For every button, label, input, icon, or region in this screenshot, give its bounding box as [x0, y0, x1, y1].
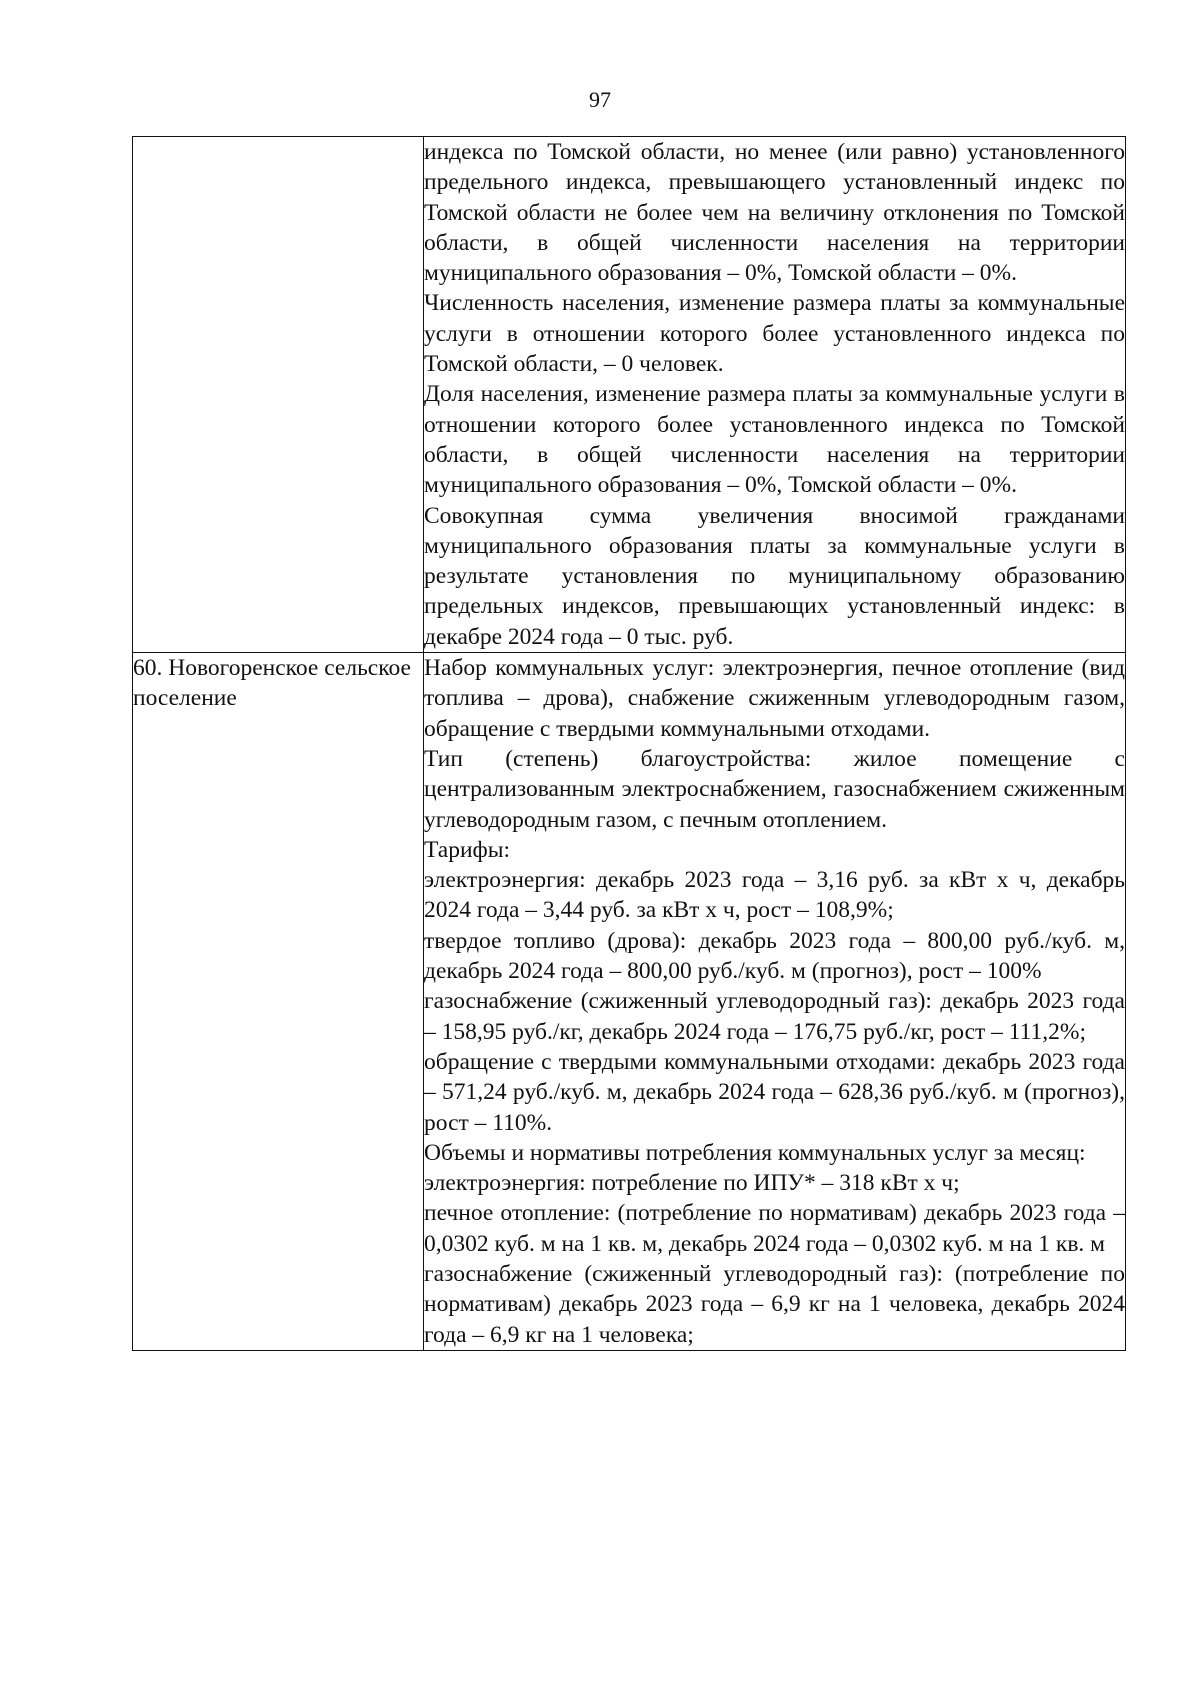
paragraph: Доля населения, изменение размера платы за коммунальные услуги в отношении которого более установленного индекса по Томской области, в общей численности населения на территории муниципального образования – 0%, Томской области – 0%. — [424, 381, 1125, 499]
paragraph: обращение с твердыми коммунальными отходами: декабрь 2023 года – 571,24 руб./куб. м, декабрь 2024 года – 628,36 руб./куб. м (прогноз), рост – 110%. — [424, 1048, 1125, 1136]
table-cell-description — [424, 653, 1126, 1351]
paragraph: индекса по Томской области, но менее (или равно) установленного предельного индекса, превышающего установленный индекс по Томской области не более чем на величину отклонения по Томской области, в общей численности населения на территории муниципального образования – 0%, Томской области – 0%. — [424, 139, 1125, 287]
document-table — [132, 136, 1126, 1351]
paragraph: газоснабжение (сжиженный углеводородный газ): (потребление по нормативам) декабрь 2023 года – 6,9 кг на 1 человека, декабрь 2024 года – 6,9 кг на 1 человека; — [424, 1260, 1125, 1348]
table-cell-municipality — [133, 137, 424, 653]
table-row — [133, 137, 1126, 653]
paragraph: газоснабжение (сжиженный углеводородный газ): декабрь 2023 года – 158,95 руб./кг, декабрь 2024 года – 176,75 руб./кг, рост – 111,2%; — [424, 988, 1125, 1045]
paragraph: твердое топливо (дрова): декабрь 2023 года – 800,00 руб./куб. м, декабрь 2024 года – 800,00 руб./куб. м (прогноз), рост – 100% — [424, 927, 1125, 985]
paragraph: Тарифы: — [424, 836, 511, 863]
table-cell-municipality — [133, 653, 424, 1351]
paragraph: Объемы и нормативы потребления коммунальных услуг за месяц: — [424, 1139, 1086, 1166]
paragraph: Совокупная сумма увеличения вносимой гражданами муниципального образования платы за коммунальные услуги в результате установления по муниципальному образованию предельных индексов, превышающих установленный индекс: в декабре 2024 года – 0 тыс. руб. — [424, 502, 1125, 650]
paragraph: Тип (степень) благоустройства: жилое помещение с централизованным электроснабжением, газоснабжением сжиженным углеводородным газом, с печным отоплением. — [424, 745, 1125, 833]
paragraph: печное отопление: (потребление по нормативам) декабрь 2023 года – 0,0302 куб. м на 1 кв. м, декабрь 2024 года – 0,0302 куб. м на 1 кв. м — [424, 1200, 1125, 1257]
paragraph: электроэнергия: потребление по ИПУ* – 318 кВт х ч; — [424, 1170, 960, 1197]
paragraph: Набор коммунальных услуг: электроэнергия, печное отопление (вид топлива – дрова), снабжение сжиженным углеводородным газом, обращение с твердыми коммунальными отходами. — [424, 655, 1125, 742]
table-cell-description — [424, 137, 1126, 653]
page-number: 97 — [589, 87, 611, 112]
municipality-name: 60. Новогоренское сельское поселение — [133, 655, 411, 712]
paragraph: электроэнергия: декабрь 2023 года – 3,16 руб. за кВт х ч, декабрь 2024 года – 3,44 руб. за кВт х ч, рост – 108,9%; — [424, 867, 1125, 924]
paragraph: Численность населения, изменение размера платы за коммунальные услуги в отношении которого более установленного индекса по Томской области, – 0 человек. — [424, 290, 1125, 378]
table-row — [133, 653, 1126, 1351]
